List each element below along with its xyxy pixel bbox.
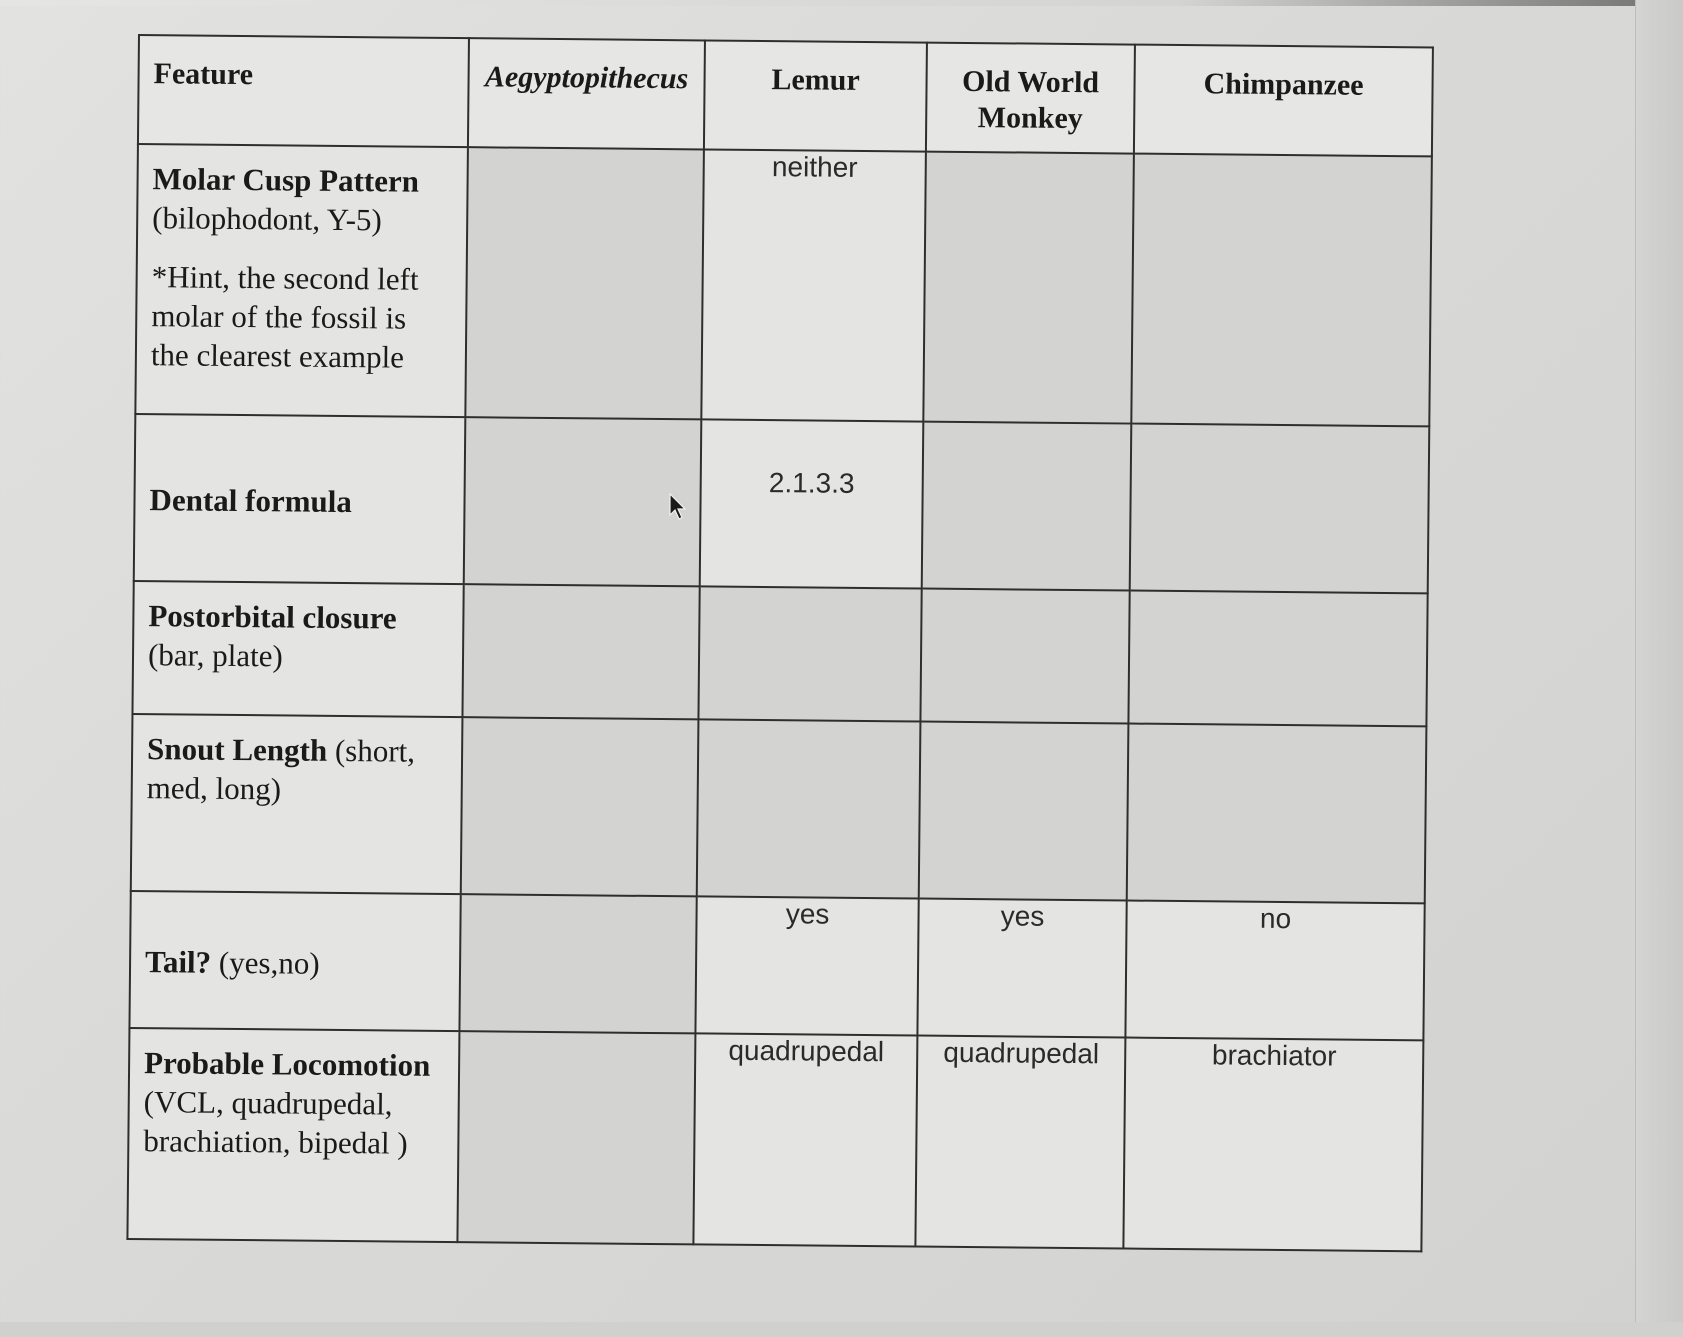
feature-title: Molar Cusp Pattern: [152, 161, 420, 199]
header-feature: Feature: [138, 35, 469, 147]
cell-owm-molar[interactable]: [923, 151, 1134, 423]
cell-chimp-locomotion[interactable]: brachiator: [1123, 1037, 1423, 1251]
cell-chimp-tail[interactable]: no: [1125, 900, 1424, 1040]
cell-owm-locomotion[interactable]: quadrupedal: [915, 1035, 1125, 1248]
header-old-world-monkey: Old World Monkey: [926, 43, 1135, 154]
feature-title: Tail?: [144, 943, 212, 980]
cell-owm-dental[interactable]: [922, 421, 1132, 591]
table-row: [132, 581, 1427, 726]
cell-lemur-snout[interactable]: [697, 720, 921, 898]
cell-aegyptopithecus-tail[interactable]: [459, 894, 696, 1033]
header-lemur: Lemur: [704, 40, 927, 151]
cell-owm-postorbital[interactable]: [920, 589, 1129, 724]
cell-aegyptopithecus-snout[interactable]: [461, 717, 699, 896]
feature-options: (VCL, quadrupedal, brachiation, bipedal ): [143, 1083, 408, 1161]
cell-lemur-tail[interactable]: yes: [695, 896, 918, 1035]
worksheet: [126, 34, 1432, 1252]
mouse-pointer-icon: [668, 493, 688, 521]
table-row: [129, 891, 1424, 1041]
feature-options: (bilophodont, Y-5): [152, 200, 383, 238]
feature-title: Probable Locomotion: [143, 1044, 431, 1083]
screen-right-edge: [1635, 0, 1683, 1337]
cell-aegyptopithecus-dental[interactable]: [464, 417, 702, 587]
cell-aegyptopithecus-locomotion[interactable]: [457, 1031, 695, 1244]
cell-aegyptopithecus-postorbital[interactable]: [462, 585, 699, 720]
feature-dental-formula: [134, 414, 466, 585]
cell-chimp-snout[interactable]: [1127, 724, 1427, 903]
table-row: [131, 714, 1427, 903]
feature-hint: *Hint, the second left molar of the fossil is the clearest example: [150, 259, 419, 375]
feature-probable-locomotion: [127, 1028, 459, 1242]
feature-title: Dental formula: [149, 482, 353, 520]
feature-postorbital-closure: [132, 581, 463, 717]
cell-owm-tail[interactable]: yes: [917, 898, 1126, 1037]
screen-bottom-edge: [0, 1322, 1683, 1337]
feature-options: (yes,no): [218, 944, 320, 981]
feature-title: Snout Length: [146, 731, 328, 769]
cell-aegyptopithecus-molar[interactable]: [465, 147, 704, 419]
cell-lemur-locomotion[interactable]: quadrupedal: [693, 1033, 917, 1246]
feature-tail: [129, 891, 460, 1031]
cell-lemur-postorbital[interactable]: [698, 587, 921, 722]
cell-lemur-dental[interactable]: 2.1.3.3: [700, 419, 924, 589]
screen-top-edge: [0, 0, 1683, 6]
cell-chimp-molar[interactable]: [1131, 153, 1432, 426]
table-row: [134, 414, 1430, 594]
header-aegyptopithecus: Aegyptopithecus: [468, 38, 705, 149]
primate-feature-table: [126, 34, 1434, 1252]
feature-snout-length: [131, 714, 463, 894]
table-row: [127, 1028, 1423, 1252]
cell-lemur-molar[interactable]: neither: [701, 149, 926, 421]
feature-molar-cusp-pattern: [135, 144, 468, 417]
cell-owm-snout[interactable]: [919, 722, 1129, 900]
table-row: [135, 144, 1432, 426]
feature-title: Postorbital closure: [148, 598, 397, 636]
header-row: [138, 35, 1433, 156]
cell-chimp-postorbital[interactable]: [1128, 591, 1427, 727]
cell-chimp-dental[interactable]: [1130, 423, 1430, 593]
feature-options: (short, med, long): [146, 733, 416, 807]
header-chimpanzee: Chimpanzee: [1134, 45, 1433, 157]
feature-options: (bar, plate): [147, 637, 283, 674]
